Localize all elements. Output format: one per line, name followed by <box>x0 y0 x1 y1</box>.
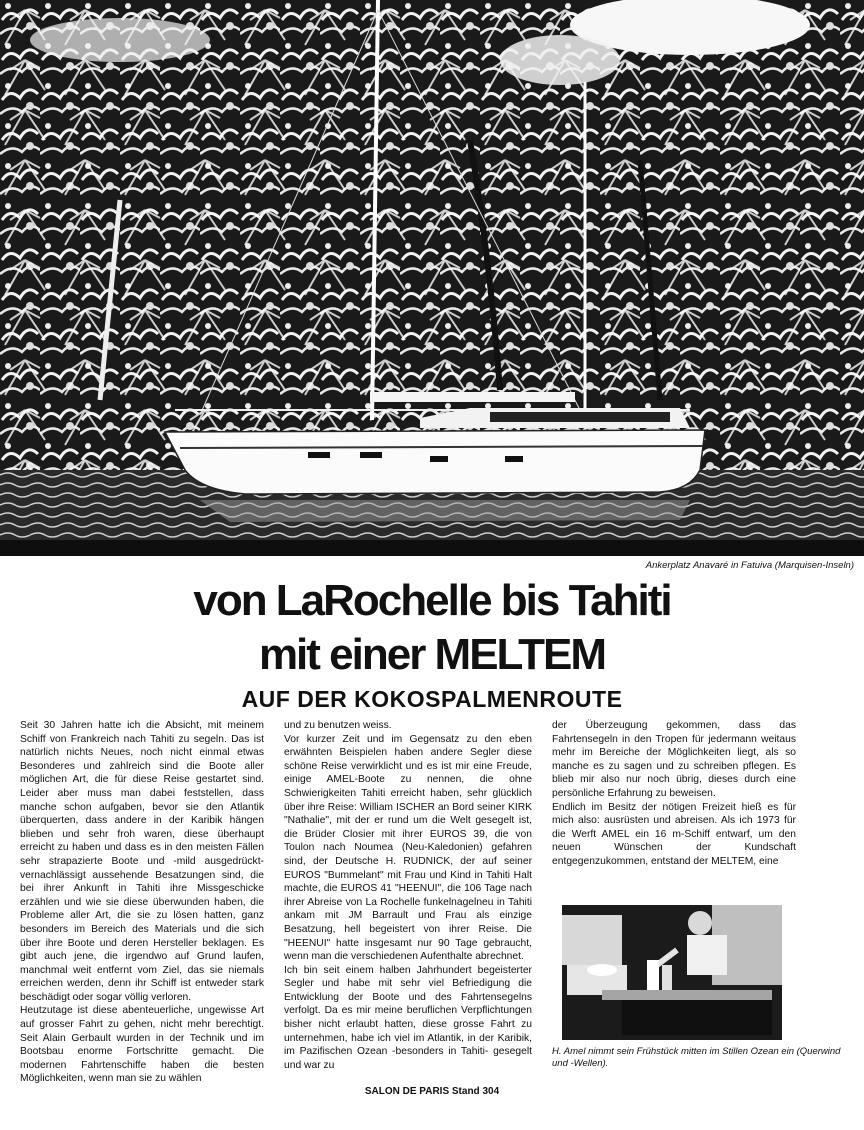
article-column-3 <box>552 719 796 869</box>
paragraph: Ich bin seit einem halben Jahrhundert begeisterter Segler und habe mit sehr viel Befriedigung die Entwicklung der Boote und des Fahrtensegelns verfolgt. Da es mir meine beruflichen Verpflichtungen bisher nicht erlaubt hatten, diese grosse Fahrt zu unternehmen, habe ich viel im Atlantik, in der Karibik, im Pazifischen Ozean -besonders in Tahiti- gesegelt und war zu <box>284 964 532 1071</box>
paragraph: Heutzutage ist diese abenteuerliche, ungewisse Art auf grosser Fahrt zu gehen, nicht mehr berechtigt. Seit Alain Gerbault wurden in der Technik und im Bootsbau enorme Fortschritte gemacht. Die modernen Fahrtenschiffe haben die besten Möglichkeiten, wenn man sie zu wählen <box>20 1005 264 1085</box>
photo-yacht-anchorage <box>0 0 864 556</box>
headline-line-1: von LaRochelle bis Tahiti <box>193 576 671 625</box>
article-column-1 <box>20 719 264 1086</box>
subtitle: AUF DER KOKOSPALMENROUTE <box>241 686 623 712</box>
paragraph: Seit 30 Jahren hatte ich die Absicht, mit meinem Schiff von Frankreich nach Tahiti zu segeln. Das ist natürlich nichts Neues, noch nicht einmal etwas Besonderes und zahlreich sind die Boote aller möglichen Art, die für diese Reise gestartet sind. Leider aber muss man dabei feststellen, dass manche schon aufgaben, bevor sie den Atlantik überquerten, dass andere in der Karibik hängen blieben und sehr froh waren, diese überhaupt erreicht zu haben und dass es in den meisten Fällen sehr strapazierte Boote und -mild ausgedrückt- vernachlässigt aussehende Besatzungen sind, die bei ihrer Ankunft in Tahiti ihre Missgeschicke erzählen und wie sie diese überwunden haben, die Probleme aller Art, die sie zu lösen hatten, ganz besonders im Bereich des Materials und die sich über ihre Boote und deren Hersteller beklagen. Es gibt auch jene, die irgendwo auf Grund laufen, manchmal weit entfernt vom Ziel, das sie niemals erreichen werden, denn ihr Schiff ist entweder stark beschädigt oder sogar völlig verloren. <box>20 720 264 1003</box>
photo-breakfast-cabin <box>562 905 782 1040</box>
headline-line-2: mit einer MELTEM <box>258 630 606 679</box>
footer-note: SALON DE PARIS Stand 304 <box>364 1086 500 1097</box>
article-column-2 <box>284 719 532 1072</box>
paragraph: der Überzeugung gekommen, dass das Fahrtensegeln in den Tropen für jedermann weitaus mehr im Bereiche der Möglichkeiten liegt, als so manche es zu sagen und zu schreiben pflegen. Es blieb mir also nur noch übrig, dieses durch eine persönliche Erfahrung zu beweisen. <box>552 720 796 799</box>
paragraph: und zu benutzen weiss. <box>284 720 392 731</box>
paragraph: Endlich im Besitz der nötigen Freizeit hieß es für mich also: ausrüsten und abreisen. Als ich 1973 für die Werft AMEL ein 16 m-Schiff entwarf, um den neuen Wünschen der Kundschaft entgegenzukommen, entstand der MELTEM, eine <box>552 801 796 867</box>
paragraph: Vor kurzer Zeit und im Gegensatz zu den eben erwähnten Beispielen haben andere Segler diese schöne Reise verwirklicht und es ist mir eine Freude, einige AMEL-Boote zu nennen, die ohne Schwierigkeiten Tahiti erreicht haben, sehr glücklich über ihre Reise: William ISCHER an Bord seiner KIRK "Nathalie", mit der er rund um die Welt gesegelt ist, die Brüder Closier mit ihrer EUROS 39, die von Toulon nach Noumea (Neu-Kaledonien) gefahren sind, der Deutsche H. RUDNICK, der auf seiner EUROS "Bummelant" mit Frau und Kind in Tahiti Halt machte, die EUROS 41 "HEENUI", die 106 Tage nach ihrer Abreise von La Rochelle funkelnagelneu in Tahiti ankam mit JM Barrault und Frau als einzige Besatzung, hell begeistert von ihrer Reise. Die "HEENUI" hatte insgesamt nur 90 Tage gebraucht, wenn man die verschiedenen Aufenthalte abrechnet. <box>284 733 532 963</box>
photo-caption: Ankerplatz Anavaré in Fatuiva (Marquisen-Inseln) <box>645 560 854 571</box>
photo-small-caption: H. Amel nimmt sein Frühstück mitten im Stillen Ozean ein (Querwind und -Wellen). <box>552 1046 841 1069</box>
